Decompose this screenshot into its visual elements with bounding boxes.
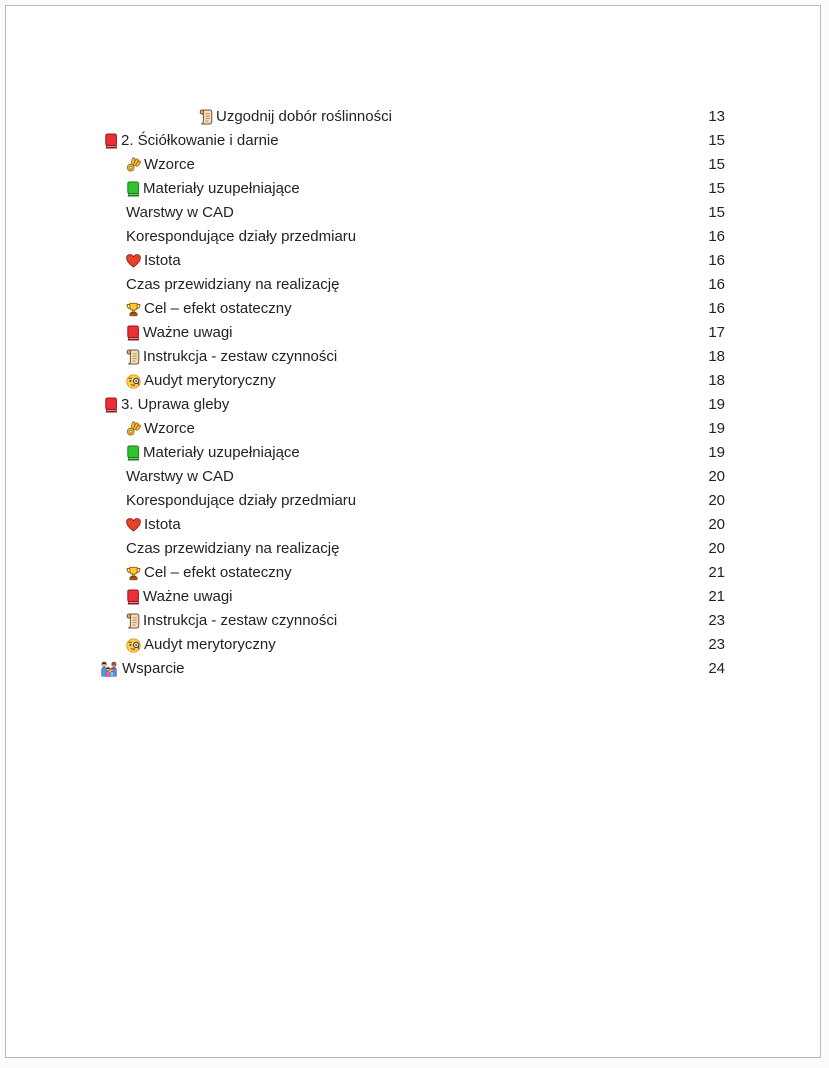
table-of-contents [6, 105, 820, 681]
toc-entry[interactable] [6, 537, 820, 561]
toc-entry-label-group [126, 585, 233, 609]
toc-entry[interactable] [6, 393, 820, 417]
toc-entry-page-number: 16 [708, 252, 725, 269]
green-book-icon [126, 181, 140, 197]
toc-entry-page-number: 23 [708, 636, 725, 653]
trophy-icon [126, 566, 141, 581]
toc-entry-label-group [199, 105, 392, 129]
toc-entry-title: Wsparcie [122, 660, 185, 677]
toc-entry-title: Wzorce [144, 420, 195, 437]
toc-entry-label-group [126, 633, 276, 657]
toc-entry-label-group [126, 345, 337, 369]
toc-entry-label-group [104, 393, 229, 417]
heart-icon [126, 518, 141, 532]
toc-entry-label-group [126, 369, 276, 393]
toc-entry-title: Instrukcja - zestaw czynności [143, 348, 338, 365]
toc-entry[interactable] [6, 585, 820, 609]
red-book-icon [104, 397, 118, 413]
toc-entry-page-number: 16 [708, 300, 725, 317]
green-book-icon [126, 445, 140, 461]
toc-entry[interactable] [6, 273, 820, 297]
toc-entry-label-group [126, 297, 292, 321]
toc-entry-label-group [126, 321, 233, 345]
toc-entry[interactable] [6, 441, 820, 465]
toc-entry-title: Cel – efekt ostateczny [144, 564, 292, 581]
heart-icon [126, 254, 141, 268]
toc-entry-label-group [126, 441, 300, 465]
toc-entry-page-number: 24 [708, 660, 725, 677]
toc-entry[interactable] [6, 633, 820, 657]
toc-entry-label-group [126, 201, 234, 225]
scroll-icon [199, 109, 213, 125]
toc-entry-title: Istota [144, 252, 181, 269]
toc-entry[interactable] [6, 321, 820, 345]
toc-entry-page-number: 15 [708, 204, 725, 221]
red-book-icon [126, 325, 140, 341]
toc-entry-page-number: 18 [708, 348, 725, 365]
toc-entry-label-group [126, 561, 292, 585]
toc-entry-title: Warstwy w CAD [126, 468, 234, 485]
toc-entry-page-number: 18 [708, 372, 725, 389]
toc-entry[interactable] [6, 177, 820, 201]
toc-entry-label-group [126, 537, 339, 561]
red-book-icon [126, 589, 140, 605]
toc-entry-page-number: 20 [708, 516, 725, 533]
toc-entry-title: Audyt merytoryczny [144, 372, 276, 389]
toc-entry[interactable] [6, 609, 820, 633]
toc-entry[interactable] [6, 489, 820, 513]
ok-hand-icon [126, 421, 141, 437]
toc-entry[interactable] [6, 513, 820, 537]
toc-entry[interactable] [6, 105, 820, 129]
family-icon [99, 661, 119, 677]
toc-entry[interactable] [6, 369, 820, 393]
toc-entry-title: Korespondujące działy przedmiaru [126, 228, 357, 245]
toc-entry-title: Cel – efekt ostateczny [144, 300, 292, 317]
toc-entry[interactable] [6, 657, 820, 681]
scroll-icon [126, 349, 140, 365]
toc-entry-page-number: 16 [708, 228, 725, 245]
toc-entry[interactable] [6, 225, 820, 249]
ok-hand-icon [126, 157, 141, 173]
toc-entry-page-number: 19 [708, 420, 725, 437]
toc-entry-label-group [126, 273, 339, 297]
toc-entry[interactable] [6, 249, 820, 273]
document-page [5, 5, 821, 1058]
toc-entry-title: Ważne uwagi [143, 324, 233, 341]
toc-entry[interactable] [6, 153, 820, 177]
toc-entry-title: Korespondujące działy przedmiaru [126, 492, 357, 509]
toc-entry-title: Uzgodnij dobór roślinności [216, 108, 392, 125]
toc-entry-page-number: 20 [708, 540, 725, 557]
toc-entry[interactable] [6, 561, 820, 585]
toc-entry-title: 2. Ściółkowanie i darnie [121, 132, 279, 149]
toc-entry-label-group [99, 657, 185, 681]
toc-entry[interactable] [6, 129, 820, 153]
monocle-face-icon [126, 374, 141, 389]
toc-entry-title: Wzorce [144, 156, 195, 173]
toc-entry-page-number: 20 [708, 492, 725, 509]
toc-entry-title: Materiały uzupełniające [143, 180, 300, 197]
toc-entry-title: Ważne uwagi [143, 588, 233, 605]
toc-entry-page-number: 13 [708, 108, 725, 125]
toc-entry-label-group [126, 177, 300, 201]
toc-entry[interactable] [6, 201, 820, 225]
toc-entry[interactable] [6, 345, 820, 369]
toc-entry-title: Audyt merytoryczny [144, 636, 276, 653]
scroll-icon [126, 613, 140, 629]
toc-entry-page-number: 19 [708, 444, 725, 461]
toc-entry[interactable] [6, 465, 820, 489]
toc-entry-title: Instrukcja - zestaw czynności [143, 612, 338, 629]
trophy-icon [126, 302, 141, 317]
toc-entry-page-number: 15 [708, 180, 725, 197]
toc-entry-title: Warstwy w CAD [126, 204, 234, 221]
toc-entry-page-number: 21 [708, 588, 725, 605]
toc-entry-page-number: 17 [708, 324, 725, 341]
toc-entry-label-group [126, 249, 181, 273]
toc-entry-page-number: 19 [708, 396, 725, 413]
toc-entry-title: 3. Uprawa gleby [121, 396, 230, 413]
toc-entry-page-number: 21 [708, 564, 725, 581]
toc-entry[interactable] [6, 297, 820, 321]
toc-entry-page-number: 15 [708, 156, 725, 173]
red-book-icon [104, 133, 118, 149]
toc-entry[interactable] [6, 417, 820, 441]
toc-entry-label-group [126, 225, 356, 249]
toc-entry-label-group [126, 153, 195, 177]
toc-entry-label-group [126, 489, 356, 513]
toc-entry-page-number: 16 [708, 276, 725, 293]
toc-entry-page-number: 15 [708, 132, 725, 149]
toc-entry-title: Czas przewidziany na realizację [126, 276, 340, 293]
toc-entry-label-group [126, 465, 234, 489]
toc-entry-page-number: 23 [708, 612, 725, 629]
monocle-face-icon [126, 638, 141, 653]
toc-entry-page-number: 20 [708, 468, 725, 485]
toc-entry-title: Istota [144, 516, 181, 533]
toc-entry-label-group [126, 609, 337, 633]
toc-entry-label-group [126, 417, 195, 441]
toc-entry-title: Czas przewidziany na realizację [126, 540, 340, 557]
toc-entry-label-group [104, 129, 279, 153]
toc-entry-title: Materiały uzupełniające [143, 444, 300, 461]
toc-entry-label-group [126, 513, 181, 537]
